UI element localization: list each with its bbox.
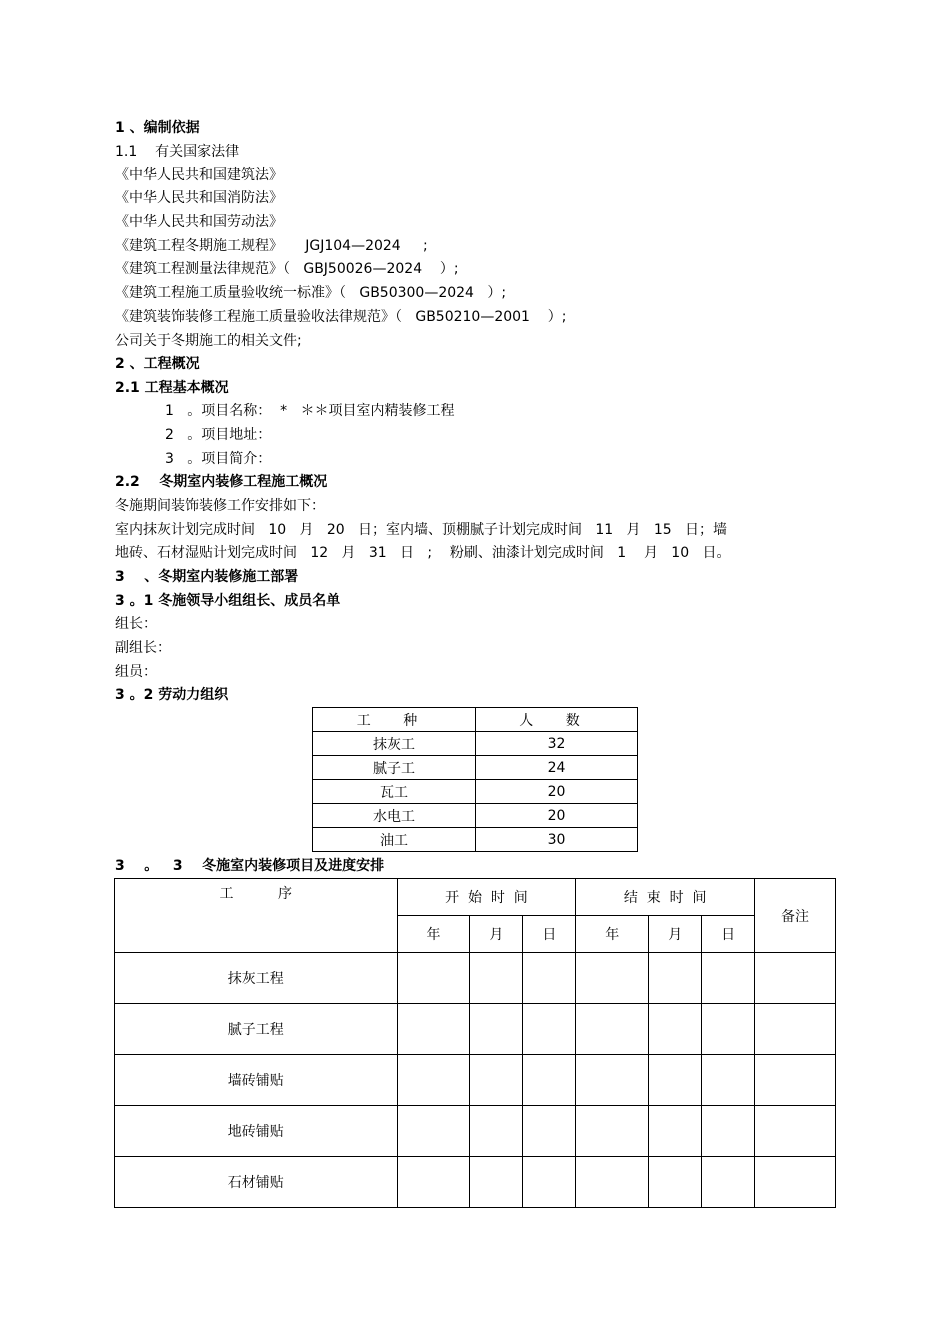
end-day-header: 日	[702, 916, 755, 953]
table-row	[313, 756, 638, 780]
empty-cell	[702, 1157, 755, 1208]
table-row	[313, 804, 638, 828]
paragraph: 室内抹灰计划完成时间 10 月 20 日；室内墙、顶棚腻子计划完成时间 11 月 15 日；墙	[115, 522, 728, 538]
table-row	[115, 1157, 836, 1208]
law-item: 《中华人民共和国消防法》	[115, 190, 283, 206]
empty-cell	[523, 1004, 576, 1055]
table-row	[115, 1004, 836, 1055]
heading-3-1: 3 。1 冬施领导小组组长、成员名单	[115, 593, 341, 609]
empty-cell	[702, 1055, 755, 1106]
heading-2-2: 2.2 冬期室内装修工程施工概况	[115, 474, 328, 490]
start-day-header: 日	[523, 916, 576, 953]
table-header-row	[115, 879, 836, 916]
count-cell: 24	[476, 756, 638, 780]
schedule-table	[114, 878, 836, 1208]
trade-cell: 抹灰工	[313, 732, 476, 756]
project-name: 1 。项目名称： * ＊＊项目室内精装修工程	[165, 403, 455, 419]
header-trade: 工 种	[313, 708, 476, 732]
table-header-row	[313, 708, 638, 732]
trade-cell: 腻子工	[313, 756, 476, 780]
law-item: 《建筑工程冬期施工规程》 JGJ104—2024 ;	[115, 238, 428, 254]
process-cell: 石材铺贴	[115, 1157, 398, 1208]
law-item: 《中华人民共和国建筑法》	[115, 167, 283, 183]
empty-cell	[470, 1004, 523, 1055]
start-year-header: 年	[397, 916, 470, 953]
empty-cell	[397, 1004, 470, 1055]
end-year-header: 年	[576, 916, 649, 953]
law-item: 《建筑装饰装修工程施工质量验收法律规范》（ GB50210—2001 ）;	[115, 309, 567, 325]
table-row	[115, 1055, 836, 1106]
empty-cell	[649, 1055, 702, 1106]
empty-cell	[755, 1106, 836, 1157]
empty-cell	[470, 1106, 523, 1157]
count-cell: 32	[476, 732, 638, 756]
empty-cell	[576, 1004, 649, 1055]
heading-3-3: 3 。 3 冬施室内装修项目及进度安排	[115, 858, 385, 874]
empty-cell	[576, 1055, 649, 1106]
heading-section-1: 1 、编制依据	[115, 120, 200, 136]
empty-cell	[470, 1055, 523, 1106]
process-cell: 腻子工程	[115, 1004, 398, 1055]
table-row	[313, 732, 638, 756]
project-summary: 3 。项目简介：	[165, 451, 272, 467]
header-count: 人 数	[476, 708, 638, 732]
law-item: 《中华人民共和国劳动法》	[115, 214, 283, 230]
paragraph: 冬施期间装饰装修工作安排如下：	[115, 498, 325, 514]
law-item: 公司关于冬期施工的相关文件;	[115, 333, 302, 349]
empty-cell	[576, 1106, 649, 1157]
empty-cell	[649, 953, 702, 1004]
empty-cell	[649, 1157, 702, 1208]
empty-cell	[576, 953, 649, 1004]
table-row	[115, 953, 836, 1004]
trade-cell: 水电工	[313, 804, 476, 828]
empty-cell	[523, 1106, 576, 1157]
empty-cell	[702, 1004, 755, 1055]
empty-cell	[397, 953, 470, 1004]
header-start-time: 开 始 时 间	[397, 879, 576, 916]
process-cell: 墙砖铺贴	[115, 1055, 398, 1106]
law-item: 《建筑工程测量法律规范》（ GBJ50026—2024 ）;	[115, 261, 459, 277]
vice-leader-line: 副组长：	[115, 640, 171, 656]
process-cell: 抹灰工程	[115, 953, 398, 1004]
empty-cell	[702, 1106, 755, 1157]
project-address: 2 。项目地址：	[165, 427, 272, 443]
count-cell: 20	[476, 804, 638, 828]
empty-cell	[470, 1157, 523, 1208]
heading-3-2: 3 。2 劳动力组织	[115, 687, 229, 703]
start-month-header: 月	[470, 916, 523, 953]
empty-cell	[576, 1157, 649, 1208]
empty-cell	[523, 1157, 576, 1208]
heading-1-1: 1.1 有关国家法律	[115, 144, 240, 160]
empty-cell	[649, 1004, 702, 1055]
end-month-header: 月	[649, 916, 702, 953]
header-process: 工 序	[115, 879, 398, 953]
empty-cell	[397, 1157, 470, 1208]
heading-section-2: 2 、工程概况	[115, 356, 200, 372]
empty-cell	[523, 1055, 576, 1106]
law-item: 《建筑工程施工质量验收统一标准》（ GB50300—2024 ）;	[115, 285, 507, 301]
heading-section-3: 3 、冬期室内装修施工部署	[115, 569, 299, 585]
count-cell: 20	[476, 780, 638, 804]
header-end-time: 结 束 时 间	[576, 879, 755, 916]
empty-cell	[397, 1106, 470, 1157]
table-row	[313, 780, 638, 804]
table-row	[115, 1106, 836, 1157]
leader-line: 组长：	[115, 616, 157, 632]
table-row	[313, 828, 638, 852]
labor-table	[312, 707, 638, 852]
paragraph: 地砖、石材湿贴计划完成时间 12 月 31 日 ; 粉刷、油漆计划完成时间 1 月 10 日。	[115, 545, 731, 561]
header-note: 备注	[755, 879, 836, 953]
member-line: 组员：	[115, 664, 157, 680]
empty-cell	[755, 1004, 836, 1055]
empty-cell	[470, 953, 523, 1004]
empty-cell	[523, 953, 576, 1004]
trade-cell: 油工	[313, 828, 476, 852]
count-cell: 30	[476, 828, 638, 852]
empty-cell	[702, 953, 755, 1004]
empty-cell	[755, 1157, 836, 1208]
empty-cell	[755, 1055, 836, 1106]
empty-cell	[397, 1055, 470, 1106]
heading-2-1: 2.1 工程基本概况	[115, 380, 229, 396]
process-cell: 地砖铺贴	[115, 1106, 398, 1157]
empty-cell	[649, 1106, 702, 1157]
empty-cell	[755, 953, 836, 1004]
trade-cell: 瓦工	[313, 780, 476, 804]
